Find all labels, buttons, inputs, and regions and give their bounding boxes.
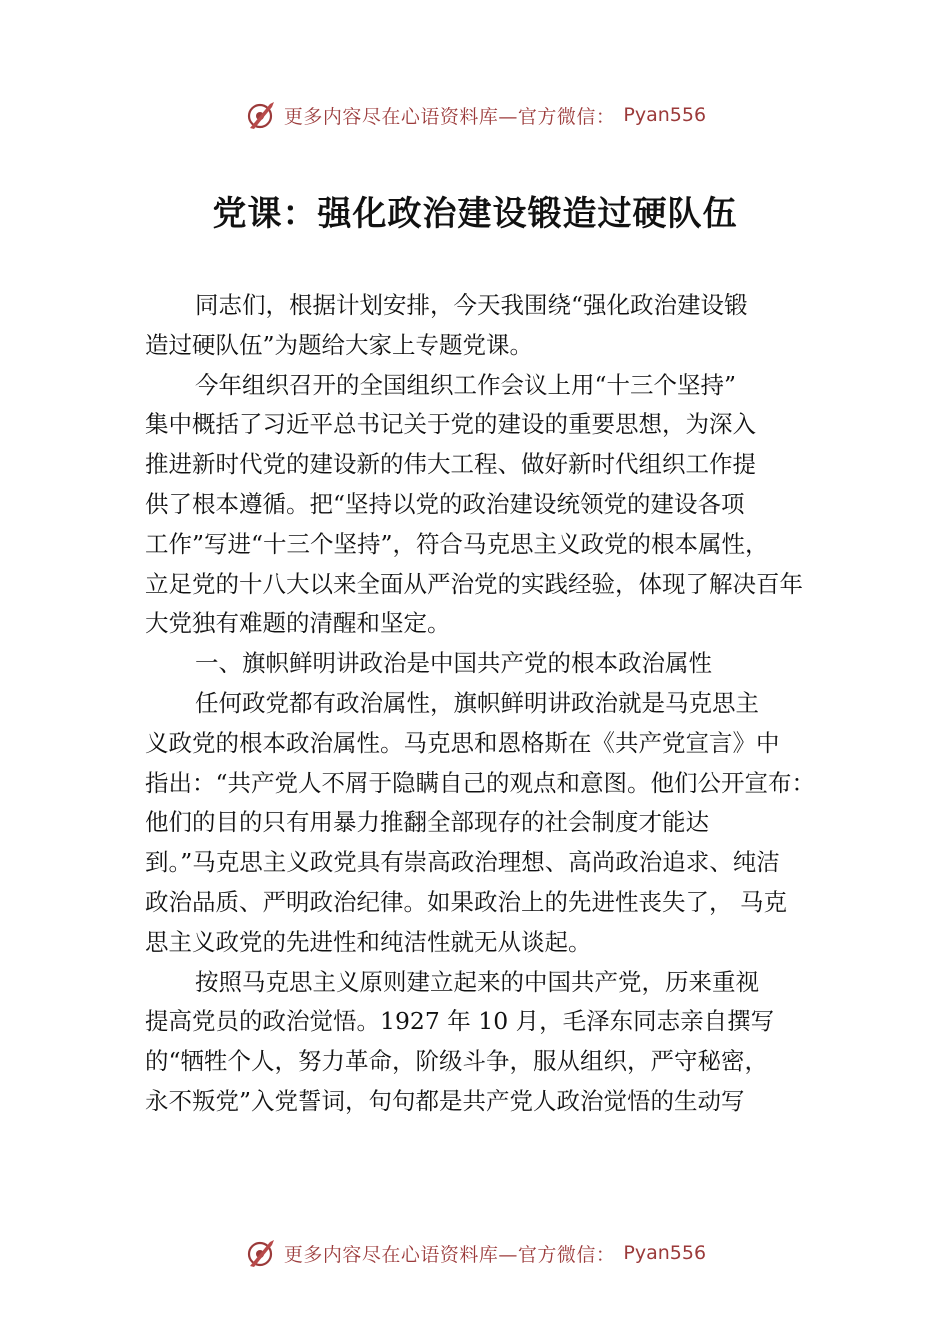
text-line: 政治品质、严明政治纪律。如果政治上的先进性丧失了， 马克 [145, 887, 787, 916]
footer-watermark [0, 1236, 950, 1270]
paragraph-background [145, 366, 825, 645]
text-line: 集中概括了习近平总书记关于党的建设的重要思想，为深入 [145, 410, 756, 439]
text-line: 今年组织召开的全国组织工作会议上用“十三个坚持” [195, 370, 737, 399]
text-line: 供了根本遵循。把“坚持以党的政治建设统领党的建设各项 [145, 489, 745, 518]
text-line: 指出：“共产党人不屑于隐瞒自己的观点和意图。他们公开宣布： [145, 768, 816, 797]
paragraph-section-one [145, 684, 825, 963]
text-line: 提高党员的政治觉悟。1927 年 10 月，毛泽东同志亲自撰写 [145, 1007, 775, 1036]
text-line: 任何政党都有政治属性，旗帜鲜明讲政治就是马克思主 [195, 688, 759, 717]
paragraph-intro [145, 286, 825, 366]
text-line: 一、旗帜鲜明讲政治是中国共产党的根本政治属性 [195, 649, 712, 678]
text-line: 他们的目的只有用暴力推翻全部现存的社会制度才能达 [145, 808, 709, 837]
paragraph-history [145, 963, 825, 1122]
wechat-id: Pyan556 [623, 104, 707, 126]
text-line: 立足党的十八大以来全面从严治党的实践经验，体现了解决百年 [145, 569, 803, 598]
document-body [145, 286, 825, 1122]
text-line: 思主义政党的先进性和纯洁性就无从谈起。 [145, 927, 592, 956]
text-line: 的“牺牲个人，努力革命，阶级斗争，服从组织，严守秘密， [145, 1047, 769, 1076]
text-line: 义政党的根本政治属性。马克思和恩格斯在《共产党宣言》中 [145, 728, 780, 757]
text-line: 到。”马克思主义政党具有崇高政治理想、高尚政治追求、纯洁 [145, 848, 780, 877]
quill-logo-icon [244, 98, 278, 132]
text-line: 按照马克思主义原则建立起来的中国共产党，历来重视 [195, 967, 759, 996]
wechat-id: Pyan556 [623, 1242, 707, 1264]
section-heading [145, 644, 825, 684]
text-line: 同志们，根据计划安排，今天我围绕“强化政治建设锻 [195, 291, 748, 319]
text-line: 工作”写进“十三个坚持”，符合马克思主义政党的根本属性， [145, 529, 769, 558]
quill-logo-icon [244, 1236, 278, 1270]
text-line: 大党独有难题的清醒和坚定。 [145, 609, 451, 638]
header-watermark [0, 98, 950, 132]
text-line: 推进新时代党的建设新的伟大工程、做好新时代组织工作提 [145, 450, 756, 479]
watermark-text: 更多内容尽在心语资料库—官方微信： [283, 1243, 616, 1266]
text-line: 永不叛党”入党誓词，句句都是共产党人政治觉悟的生动写 [145, 1086, 745, 1115]
text-line: 造过硬队伍”为题给大家上专题党课。 [145, 330, 534, 359]
document-title: 党课：强化政治建设锻造过硬队伍 [212, 194, 738, 234]
watermark-text: 更多内容尽在心语资料库—官方微信： [283, 105, 616, 128]
